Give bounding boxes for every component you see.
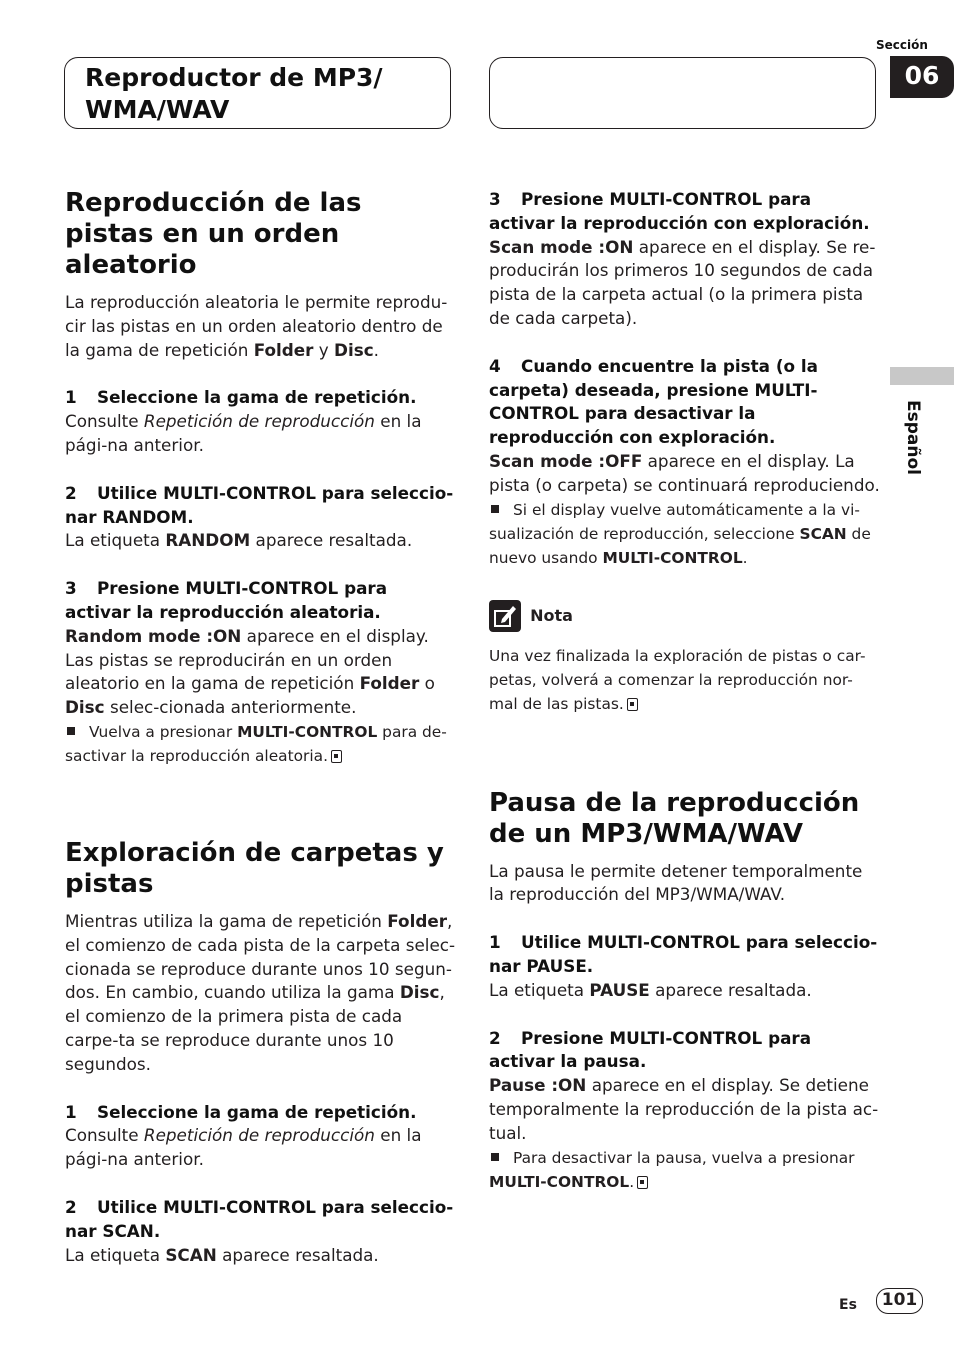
pause-intro: La pausa le permite detener temporalmente la reproducción del MP3/WMA/WAV. xyxy=(489,860,863,905)
random-step-3-body: Random mode :ON aparece en el display. Las pistas se reproducirán en un orden aleatorio en la gama de repetición Folder o Disc selec-cionada anteriormente. xyxy=(65,625,435,718)
bullet-icon xyxy=(491,1153,499,1161)
scan-note: Si el display vuelve automáticamente a la vi-sualización de reproducción, seleccione SCAN de nuevo usando MULTI-CONTROL. xyxy=(489,500,871,567)
scan-step-4: 4 Cuando encuentre la pista (o la carpeta) deseada, presione MULTI-CONTROL para desactivar la reproducción con exploración. xyxy=(489,355,818,448)
end-mark-icon xyxy=(627,698,638,711)
scan-step-2-body: La etiqueta SCAN aparece resaltada. xyxy=(65,1244,379,1265)
heading-random: Reproducción de las pistas en un orden aleatorio xyxy=(65,188,362,280)
random-note: Vuelva a presionar MULTI-CONTROL para de-sactivar la reproducción aleatoria. xyxy=(65,722,447,765)
language-label: Español xyxy=(903,400,923,475)
page-number: 101 xyxy=(876,1288,923,1314)
nota-text: Una vez finalizada la exploración de pistas o car-petas, volverá a comenzar la reproducción nor-mal de las pistas. xyxy=(489,646,866,713)
scan-step-2: 2 Utilice MULTI-CONTROL para seleccio-nar SCAN. xyxy=(65,1196,454,1241)
bullet-icon xyxy=(491,505,499,513)
scan-step-1: 1 Seleccione la gama de repetición. xyxy=(65,1101,417,1122)
left-column xyxy=(65,188,457,1267)
section-label: Sección xyxy=(876,38,928,52)
pencil-icon xyxy=(489,600,521,632)
footer-lang-code: Es xyxy=(839,1297,857,1313)
random-step-3: 3 Presione MULTI-CONTROL para activar la reproducción aleatoria. xyxy=(65,578,388,622)
scan-step-3: 3 Presione MULTI-CONTROL para activar la reproducción con exploración. xyxy=(489,189,870,233)
pause-step-1: 1 Utilice MULTI-CONTROL para seleccio-nar PAUSE. xyxy=(489,932,878,976)
end-mark-icon xyxy=(637,1176,648,1189)
random-step-1-body: Consulte Repetición de reproducción en la pági-na anterior. xyxy=(65,411,422,455)
random-step-1: 1 Seleccione la gama de repetición. xyxy=(65,387,417,408)
pause-step-2: 2 Presione MULTI-CONTROL para activar la pausa. xyxy=(489,1027,812,1072)
heading-pause: Pausa de la reproducción de un MP3/WMA/WAV xyxy=(489,787,860,849)
language-tab xyxy=(890,367,954,385)
scan-intro: Mientras utiliza la gama de repetición Folder, el comienzo de cada pista de la carpeta selec-cionada se reproduce durante unos 10 segun-dos. En cambio, cuando utiliza la gama Disc, el comienzo de la primera pista de cada carpe-ta se reproduce durante unos 10 segundos. xyxy=(65,910,456,1074)
section-title: Reproductor de MP3/ WMA/WAV xyxy=(85,63,383,124)
pause-note: Para desactivar la pausa, vuelva a presionar MULTI-CONTROL. xyxy=(489,1148,855,1191)
pause-step-1-body: La etiqueta PAUSE aparece resaltada. xyxy=(489,979,812,1000)
scan-step-4-body: Scan mode :OFF aparece en el display. La pista (o carpeta) se continuará reproduciendo. xyxy=(489,450,880,495)
random-step-2: 2 Utilice MULTI-CONTROL para seleccio-nar RANDOM. xyxy=(65,482,454,527)
section-number: 06 xyxy=(890,56,954,98)
pause-step-2-body: Pause :ON aparece en el display. Se detiene temporalmente la reproducción de la pista ac-tual. xyxy=(489,1075,879,1143)
nota-label: Nota xyxy=(530,606,573,626)
heading-scan: Exploración de carpetas y pistas xyxy=(65,837,444,899)
scan-step-1-body: Consulte Repetición de reproducción en la pági-na anterior. xyxy=(65,1125,422,1170)
header-empty-box xyxy=(489,57,876,129)
random-intro: La reproducción aleatoria le permite reprodu-cir las pistas en un orden aleatorio dentro de la gama de repetición Folder y Disc. xyxy=(65,292,448,360)
nota-header xyxy=(489,600,881,634)
bullet-icon xyxy=(67,727,75,735)
section-title-box xyxy=(64,57,451,129)
end-mark-icon xyxy=(331,750,342,763)
right-column xyxy=(489,188,881,1194)
random-step-2-body: La etiqueta RANDOM aparece resaltada. xyxy=(65,530,413,551)
scan-step-3-body: Scan mode :ON aparece en el display. Se re-producirán los primeros 10 segundos de cada pista de la carpeta actual (o la primera pista de cada carpeta). xyxy=(489,236,876,328)
